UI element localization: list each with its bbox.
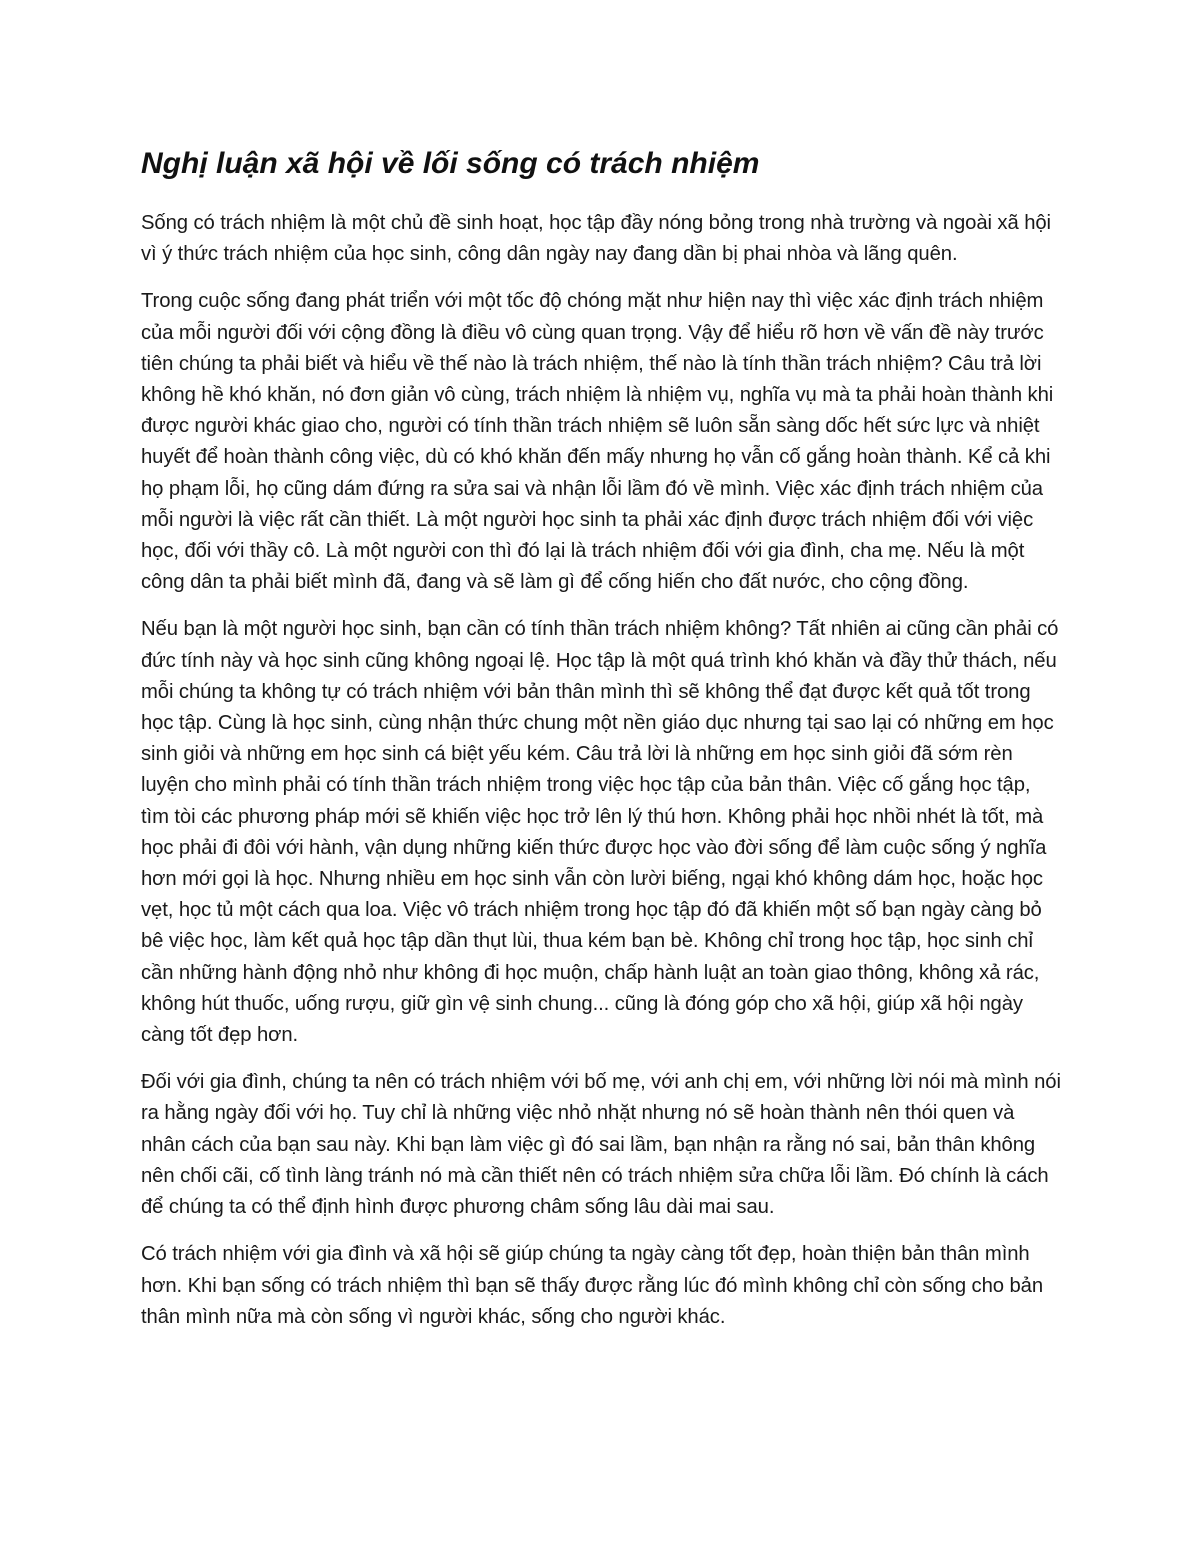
- paragraph-conclusion: Có trách nhiệm với gia đình và xã hội sẽ giúp chúng ta ngày càng tốt đẹp, hoàn thiện bản thân mình hơn. Khi bạn sống có trách nhiệm thì bạn sẽ thấy được rằng lúc đó mình không chỉ còn sống cho bản thân mình nữa mà còn sống vì người khác, sống cho người khác.: [141, 1243, 1044, 1328]
- document-body: [141, 140, 1061, 1349]
- paragraph-definition: Trong cuộc sống đang phát triển với một tốc độ chóng mặt như hiện nay thì việc xác định trách nhiệm của mỗi người đối với cộng đồng là điều vô cùng quan trọng. Vậy để hiểu rõ hơn về vấn đề này trước tiên chúng ta phải biết và hiểu về thế nào là trách nhiệm, thế nào là tính thần trách nhiệm? Câu trả lời không hề khó khăn, nó đơn giản vô cùng, trách nhiệm là nhiệm vụ, nghĩa vụ mà ta phải hoàn thành khi được người khác giao cho, người có tính thần trách nhiệm sẽ luôn sẵn sàng dốc hết sức lực và nhiệt huyết để hoàn thành công việc, dù có khó khăn đến mấy nhưng họ vẫn cố gắng hoàn thành. Kể cả khi họ phạm lỗi, họ cũng dám đứng ra sửa sai và nhận lỗi lầm đó về mình. Việc xác định trách nhiệm của mỗi người là việc rất cần thiết. Là một người học sinh ta phải xác định được trách nhiệm đối với việc học, đối với thầy cô. Là một người con thì đó lại là trách nhiệm đối với gia đình, cha mẹ. Nếu là một công dân ta phải biết mình đã, đang và sẽ làm gì để cống hiến cho đất nước, cho cộng đồng.: [141, 290, 1054, 594]
- paragraph-family: Đối với gia đình, chúng ta nên có trách nhiệm với bố mẹ, với anh chị em, với những lời nói mà mình nói ra hằng ngày đối với họ. Tuy chỉ là những việc nhỏ nhặt nhưng nó sẽ hoàn thành nên thói quen và nhân cách của bạn sau này. Khi bạn làm việc gì đó sai lầm, bạn nhận ra rằng nó sai, bản thân không nên chối cãi, cố tình làng tránh nó mà cần thiết nên có trách nhiệm sửa chữa lỗi lầm. Đó chính là cách để chúng ta có thể định hình được phương châm sống lâu dài mai sau.: [141, 1071, 1061, 1219]
- paragraph-students: Nếu bạn là một người học sinh, bạn cần có tính thần trách nhiệm không? Tất nhiên ai cũng cần phải có đức tính này và học sinh cũng không ngoại lệ. Học tập là một quá trình khó khăn và đầy thử thách, nếu mỗi chúng ta không tự có trách nhiệm với bản thân mình thì sẽ không thể đạt được kết quả tốt trong học tập. Cùng là học sinh, cùng nhận thức chung một nền giáo dục nhưng tại sao lại có những em học sinh giỏi và những em học sinh cá biệt yếu kém. Câu trả lời là những em học sinh giỏi đã sớm rèn luyện cho mình phải có tính thần trách nhiệm trong việc học tập của bản thân. Việc cố gắng học tập, tìm tòi các phương pháp mới sẽ khiến việc học trở lên lý thú hơn. Không phải học nhồi nhét là tốt, mà học phải đi đôi với hành, vận dụng những kiến thức được học vào đời sống để làm cuộc sống ý nghĩa hơn mới gọi là học. Nhưng nhiều em học sinh vẫn còn lười biếng, ngại khó không dám học, hoặc học vẹt, học tủ một cách qua loa. Việc vô trách nhiệm trong học tập đó đã khiến một số bạn ngày càng bỏ bê việc học, làm kết quả học tập dần thụt lùi, thua kém bạn bè. Không chỉ trong học tập, học sinh chỉ cần những hành động nhỏ như không đi học muộn, chấp hành luật an toàn giao thông, không xả rác, không hút thuốc, uống rượu, giữ gìn vệ sinh chung... cũng là đóng góp cho xã hội, giúp xã hội ngày càng tốt đẹp hơn.: [141, 618, 1059, 1047]
- paragraph-intro: Sống có trách nhiệm là một chủ đề sinh hoạt, học tập đầy nóng bỏng trong nhà trường và ngoài xã hội vì ý thức trách nhiệm của học sinh, công dân ngày nay đang dần bị phai nhòa và lãng quên.: [141, 212, 1051, 266]
- document-title: Nghị luận xã hội về lối sống có trách nhiệm: [141, 147, 760, 180]
